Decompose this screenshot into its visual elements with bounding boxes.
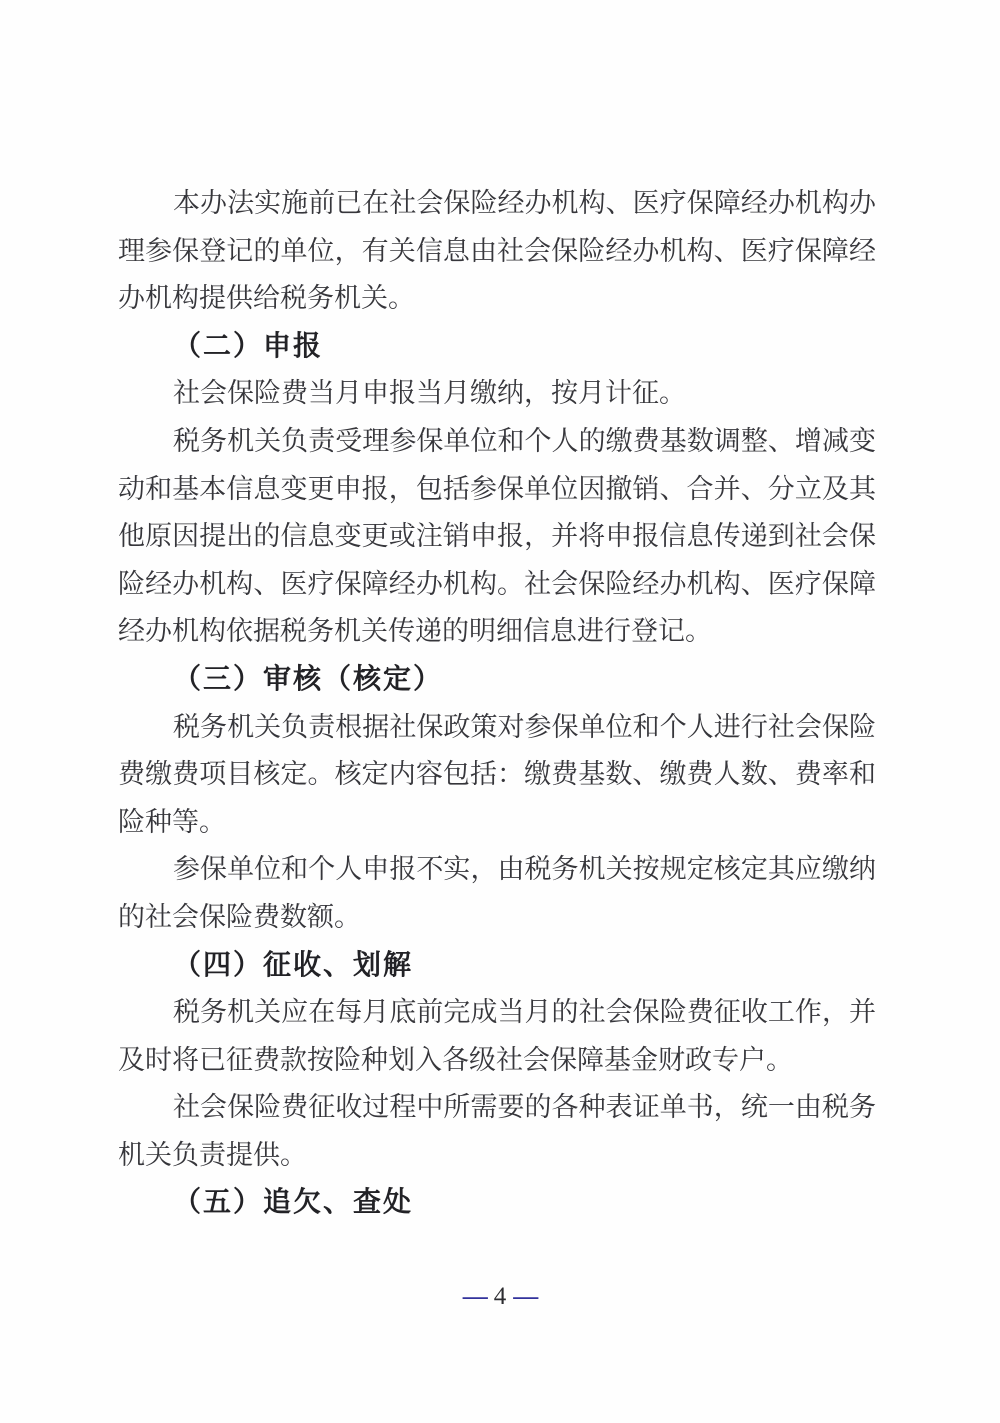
page-number (0, 1281, 1000, 1313)
text-line: 动和基本信息变更申报，包括参保单位因撤销、合并、分立及其 (118, 473, 876, 504)
text-line: 他原因提出的信息变更或注销申报，并将申报信息传递到社会保 (118, 521, 876, 552)
section-heading: （五）追欠、查处 (173, 1187, 414, 1219)
text-line: 参保单位和个人申报不实，由税务机关按规定核定其应缴纳 (173, 854, 876, 885)
text-line: 社会保险费当月申报当月缴纳，按月计征。 (173, 378, 686, 409)
text-line: 本办法实施前已在社会保险经办机构、医疗保障经办机构办 (173, 188, 876, 218)
text-line: 费缴费项目核定。核定内容包括：缴费基数、缴费人数、费率和 (118, 759, 876, 790)
page-number-value: 4 (493, 1283, 507, 1310)
paragraph (118, 418, 876, 656)
section (118, 656, 876, 704)
text-line: 及时将已征费款按险种划入各级社会保障基金财政专户。 (118, 1044, 793, 1075)
paragraph (118, 1084, 876, 1179)
text-line: 理参保登记的单位，有关信息由社会保险经办机构、医疗保障经 (118, 235, 876, 266)
text-line: 税务机关应在每月底前完成当月的社会保险费征收工作，并 (173, 997, 876, 1028)
page-number-left-dash: — (462, 1283, 487, 1310)
section (118, 942, 876, 990)
paragraph (118, 704, 876, 847)
section-heading: （三）审核（核定） (173, 663, 444, 695)
text-line: 机关负责提供。 (118, 1139, 307, 1170)
paragraph (118, 370, 876, 418)
text-line: 险经办机构、医疗保障经办机构。社会保险经办机构、医疗保障 (118, 568, 876, 599)
section-heading: （二）申报 (173, 330, 324, 362)
text-line: 税务机关负责受理参保单位和个人的缴费基数调整、增减变 (173, 425, 876, 456)
paragraph (118, 180, 876, 323)
paragraph (118, 846, 876, 941)
text-line: 社会保险费征收过程中所需要的各种表证单书，统一由税务 (173, 1092, 876, 1123)
text-line: 税务机关负责根据社保政策对参保单位和个人进行社会保险 (173, 711, 876, 742)
page-number-right-dash: — (513, 1283, 538, 1310)
section-heading: （四）征收、划解 (173, 949, 414, 981)
section (118, 1179, 876, 1227)
document-body (118, 180, 876, 1227)
paragraph (118, 989, 876, 1084)
text-line: 险种等。 (118, 806, 226, 837)
text-line: 经办机构依据税务机关传递的明细信息进行登记。 (118, 616, 712, 647)
section (118, 323, 876, 371)
text-line: 办机构提供给税务机关。 (118, 283, 415, 314)
text-line: 的社会保险费数额。 (118, 901, 361, 932)
